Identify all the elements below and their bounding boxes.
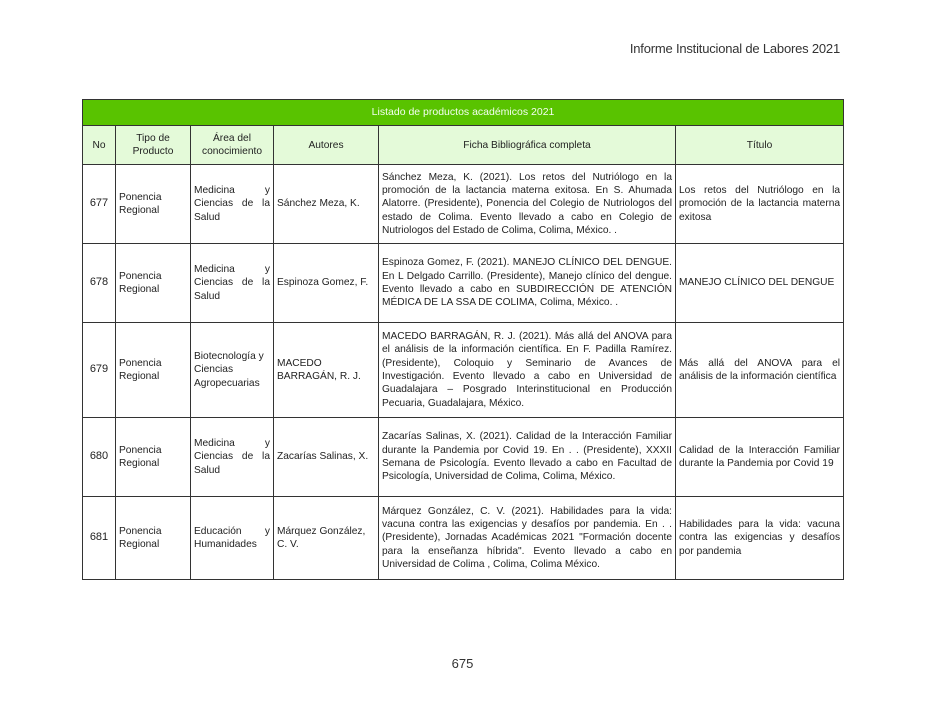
cell-tipo: Ponencia Regional xyxy=(116,165,191,244)
cell-titulo: Calidad de la Interacción Familiar durante la Pandemia por Covid 19 xyxy=(676,418,844,497)
cell-no: 680 xyxy=(83,418,116,497)
table-header-row xyxy=(83,126,844,165)
table-row xyxy=(83,323,844,418)
cell-titulo: Habilidades para la vida: vacuna contra las exigencias y desafíos por pandemia xyxy=(676,497,844,580)
column-header-no: No xyxy=(83,126,116,165)
column-header-ficha: Ficha Bibliográfica completa xyxy=(379,126,676,165)
cell-autores: Zacarías Salinas, X. xyxy=(274,418,379,497)
cell-area: Medicina y Ciencias de la Salud xyxy=(191,165,274,244)
column-header-area: Área del conocimiento xyxy=(191,126,274,165)
cell-tipo: Ponencia Regional xyxy=(116,418,191,497)
cell-no: 678 xyxy=(83,244,116,323)
running-header: Informe Institucional de Labores 2021 xyxy=(629,41,840,56)
products-table xyxy=(82,99,844,580)
cell-titulo: Los retos del Nutriólogo en la promoción de la lactancia materna exitosa xyxy=(676,165,844,244)
cell-tipo: Ponencia Regional xyxy=(116,497,191,580)
table-caption: Listado de productos académicos 2021 xyxy=(83,100,844,126)
cell-ficha: Zacarías Salinas, X. (2021). Calidad de la Interacción Familiar durante la Pandemia por Covid 19. En . . (Presidente), XXXII Semana de Psicología. Evento llevado a cabo en Facultad de Psicología, Universidad de Colima, Colima, México. xyxy=(379,418,676,497)
cell-ficha: Sánchez Meza, K. (2021). Los retos del Nutriólogo en la promoción de la lactancia materna exitosa. En S. Ahumada Alatorre. (Presidente), Ponencia del Colegio de Nutriologos del estado de Colima. Evento llevado a cabo en Colegio de Nutriologos del Estado de Colima, Colima, México. . xyxy=(379,165,676,244)
column-header-autores: Autores xyxy=(274,126,379,165)
cell-ficha: MACEDO BARRAGÁN, R. J. (2021). Más allá del ANOVA para el análisis de la información científica. En F. Padilla Ramírez. (Presidente), Coloquio y Seminario de Avances de Investigación. Evento llevado a cabo en Universidad de Guadalajara – Posgrado Interinstitucional en Producción Pecuaria, Guadalajara, México. xyxy=(379,323,676,418)
cell-autores: Sánchez Meza, K. xyxy=(274,165,379,244)
cell-autores: Márquez González, C. V. xyxy=(274,497,379,580)
cell-area: Biotecnología y Ciencias Agropecuarias xyxy=(191,323,274,418)
cell-autores: MACEDO BARRAGÁN, R. J. xyxy=(274,323,379,418)
column-header-titulo: Título xyxy=(676,126,844,165)
cell-no: 681 xyxy=(83,497,116,580)
cell-area: Medicina y Ciencias de la Salud xyxy=(191,244,274,323)
table-row xyxy=(83,165,844,244)
cell-tipo: Ponencia Regional xyxy=(116,323,191,418)
cell-area: Medicina y Ciencias de la Salud xyxy=(191,418,274,497)
table-row xyxy=(83,497,844,580)
cell-no: 679 xyxy=(83,323,116,418)
cell-ficha: Márquez González, C. V. (2021). Habilidades para la vida: vacuna contra las exigencias y desafíos por pandemia. En . . (Presidente), Jornadas Académicas 2021 "Formación docente para la enseñanza híbrida". Evento llevado a cabo en Universidad de Colima , Colima, Colima México. xyxy=(379,497,676,580)
column-header-tipo: Tipo de Producto xyxy=(116,126,191,165)
cell-titulo: MANEJO CLÍNICO DEL DENGUE xyxy=(676,244,844,323)
page-number: 675 xyxy=(451,656,474,671)
table-row xyxy=(83,244,844,323)
table-row xyxy=(83,418,844,497)
cell-titulo: Más allá del ANOVA para el análisis de la información científica xyxy=(676,323,844,418)
cell-ficha: Espinoza Gomez, F. (2021). MANEJO CLÍNICO DEL DENGUE. En L Delgado Carrillo. (Presidente), Manejo clínico del dengue. Evento llevado a cabo en SUBDIRECCIÓN DE ATENCIÓN MÉDICA DE LA SSA DE COLIMA, Colima, México. . xyxy=(379,244,676,323)
cell-tipo: Ponencia Regional xyxy=(116,244,191,323)
cell-autores: Espinoza Gomez, F. xyxy=(274,244,379,323)
cell-area: Educación y Humanidades xyxy=(191,497,274,580)
table-caption-row xyxy=(83,100,844,126)
cell-no: 677 xyxy=(83,165,116,244)
